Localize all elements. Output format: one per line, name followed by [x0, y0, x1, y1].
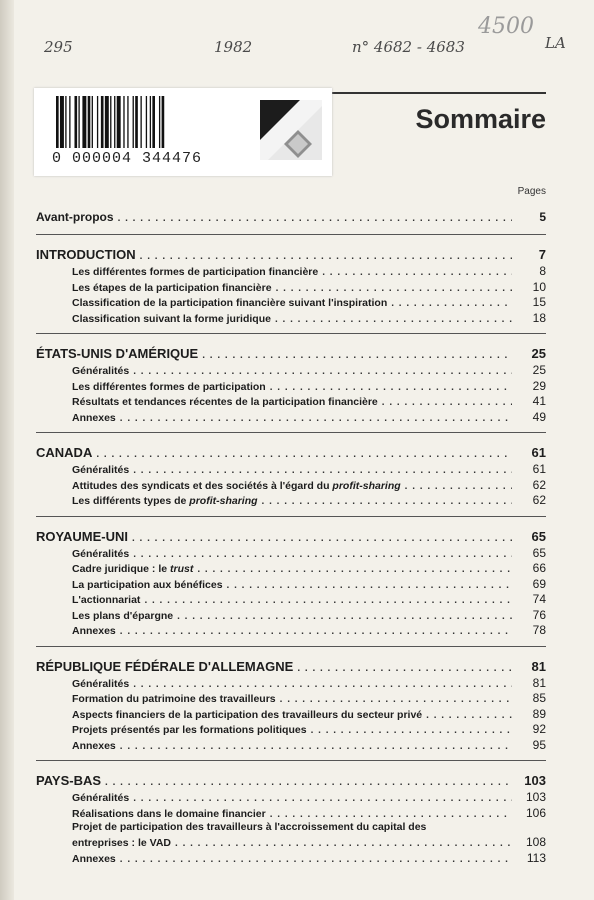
toc-entry-page: 15 [532, 295, 546, 309]
handwritten-year: 1982 [214, 38, 253, 56]
leader-dots [202, 350, 512, 361]
barcode-bar [150, 96, 151, 148]
leader-dots [177, 611, 512, 622]
publisher-logo [260, 100, 322, 160]
barcode-bar [88, 96, 91, 148]
leader-dots [96, 449, 512, 460]
toc-entry-title [36, 445, 92, 460]
toc-entry-title [72, 837, 171, 849]
toc-entry-title-text: Cadre juridique : le [72, 563, 171, 575]
toc-entry-title [72, 313, 271, 325]
leader-dots [120, 741, 512, 752]
toc-entry[interactable] [36, 363, 546, 379]
toc-entry[interactable] [36, 394, 546, 410]
toc-entry-title [72, 495, 258, 507]
toc-entry[interactable] [36, 311, 546, 327]
leader-dots [227, 580, 512, 591]
toc-section-heading[interactable] [36, 529, 546, 546]
toc-entry[interactable] [36, 379, 546, 395]
toc-entry-title [36, 773, 101, 788]
toc-entry-title-text: Projets présentés par les formations politiques [72, 724, 307, 736]
toc-entry-page: 78 [532, 623, 546, 637]
toc-entry-title [72, 594, 140, 606]
barcode-bar [117, 96, 121, 148]
toc-entry-page: 89 [532, 706, 546, 721]
toc-entry-title-text: Généralités [72, 677, 130, 690]
toc-entry-title-text: Formation du patrimoine des travailleurs [72, 693, 276, 705]
toc-entry-page: 76 [532, 607, 546, 622]
toc-entry-page: 108 [525, 835, 546, 849]
toc-entry[interactable] [36, 707, 546, 723]
barcode-bar [152, 96, 155, 148]
toc-entry-title-text: Aspects financiers de la participation des travailleurs du secteur privé [72, 708, 423, 721]
leader-dots [280, 694, 512, 705]
toc-entry-page: 92 [532, 722, 546, 736]
toc-entry-page: 103 [524, 773, 546, 788]
leader-dots [262, 496, 512, 507]
leader-dots [426, 710, 512, 721]
toc-entry-title-text: Généralités [72, 792, 130, 804]
leader-dots [120, 626, 512, 637]
barcode-bar [162, 96, 165, 148]
toc-entry[interactable] [36, 691, 546, 707]
barcode-bar [78, 96, 79, 148]
toc-entry[interactable] [36, 462, 546, 478]
toc-entry-page: 41 [532, 394, 546, 408]
toc-entry-title-text: Annexes [72, 739, 116, 752]
toc-entry-page: 106 [525, 805, 546, 820]
barcode-sticker [34, 88, 332, 176]
leader-dots [120, 413, 512, 424]
toc-entry-title [72, 282, 272, 294]
toc-entry-page: 61 [531, 445, 546, 460]
toc-entry-page: 103 [525, 790, 546, 804]
barcode-bar [140, 96, 141, 148]
toc-entry-title [72, 297, 387, 309]
toc-entry-page: 95 [532, 737, 546, 752]
toc-entry[interactable] [36, 592, 546, 608]
toc-entry-title [72, 480, 401, 492]
barcode-bar [135, 96, 138, 148]
toc-entry-title-text: ÉTATS-UNIS D'AMÉRIQUE [36, 346, 199, 361]
toc-entry-title-text: INTRODUCTION [36, 247, 136, 262]
toc-entry-page: 25 [532, 363, 546, 377]
toc-entry-title-italic: trust [170, 563, 194, 575]
leader-dots [175, 838, 512, 849]
toc-entry-title [36, 346, 198, 361]
toc-entry-title [72, 808, 266, 820]
toc-entry-title-text: entreprises : le VAD [72, 837, 172, 849]
table-of-contents [36, 210, 546, 866]
toc-entry-title [72, 579, 223, 591]
handwritten-initials: LA [545, 34, 566, 52]
toc-entry[interactable] [36, 561, 546, 577]
leader-dots [382, 397, 512, 408]
barcode-bar [60, 96, 64, 148]
toc-entry-title-text: Classification de la participation financière suivant l'inspiration [72, 297, 388, 309]
toc-entry-title [72, 464, 129, 476]
section-divider [36, 333, 546, 334]
barcode-bar [69, 96, 70, 148]
barcode-bar [159, 96, 160, 148]
leader-dots [105, 777, 512, 788]
toc-entry-title-text: CANADA [36, 445, 93, 460]
toc-entry-title [72, 266, 318, 278]
page-title: Sommaire [415, 104, 546, 134]
leader-dots [133, 366, 512, 377]
barcode-bar [127, 96, 128, 148]
toc-entry-title-text: La participation aux bénéfices [72, 578, 223, 591]
barcode-bar [97, 96, 98, 148]
leader-dots [297, 663, 512, 674]
toc-entry[interactable] [36, 676, 546, 692]
handwritten-note: 295 [44, 38, 73, 56]
barcode-bar [92, 96, 93, 148]
toc-entry[interactable] [36, 546, 546, 562]
leader-dots [133, 549, 512, 560]
toc-entry[interactable] [36, 264, 546, 280]
toc-entry-title-text: Les différentes formes de participation financière [72, 266, 319, 278]
toc-entry-page: 74 [532, 592, 546, 606]
leader-dots [197, 564, 512, 575]
leader-dots [133, 679, 512, 690]
toc-section-heading[interactable] [36, 346, 546, 363]
toc-entry[interactable] [36, 478, 546, 494]
toc-entry-title-text: Les différents types de [72, 495, 190, 507]
toc-section-heading[interactable] [36, 773, 546, 790]
leader-dots [391, 298, 512, 309]
toc-entry-title [72, 724, 307, 736]
toc-entry[interactable] [36, 722, 546, 738]
toc-entry-title [72, 548, 129, 560]
toc-entry[interactable] [36, 295, 546, 311]
toc-entry-title-italic: profit-sharing [332, 479, 401, 492]
page-gutter [0, 0, 14, 900]
section-divider [36, 234, 546, 235]
leader-dots [276, 283, 512, 294]
toc-entry[interactable] [36, 806, 546, 822]
handwritten-reference: n° 4682 - 4683 [352, 38, 465, 56]
toc-entry-title [72, 709, 422, 721]
toc-entry-title [36, 247, 136, 262]
toc-entry-title-text: ROYAUME-UNI [36, 528, 128, 544]
pages-column-label: Pages [517, 186, 546, 197]
toc-entry[interactable] [36, 738, 546, 754]
barcode-bar [105, 96, 109, 148]
barcode-bars [56, 96, 252, 148]
leader-dots [144, 595, 512, 606]
toc-entry-page: 7 [538, 247, 546, 262]
toc-entry-page: 29 [532, 378, 546, 393]
barcode-number: 0 000004 344476 [52, 150, 203, 167]
toc-entry-title [72, 412, 116, 424]
toc-section-heading[interactable] [36, 247, 546, 264]
toc-entry[interactable] [36, 623, 546, 639]
toc-entry-page: 62 [532, 477, 546, 492]
toc-entry[interactable] [36, 835, 546, 851]
toc-entry-page: 10 [532, 279, 546, 294]
section-divider [36, 646, 546, 647]
toc-entry-title [72, 365, 129, 377]
barcode-bar [56, 96, 59, 148]
leader-dots [270, 809, 512, 820]
toc-entry-title [72, 693, 276, 705]
toc-entry-page: 25 [531, 346, 546, 361]
toc-entry-page: 81 [531, 658, 546, 674]
toc-entry-title [72, 792, 129, 804]
barcode-bar [82, 96, 86, 148]
leader-dots [270, 382, 512, 393]
toc-entry-avant-propos[interactable] [36, 210, 546, 227]
barcode-bar [146, 96, 147, 148]
toc-entry-title-text: Résultats et tendances récentes de la participation financière [72, 396, 378, 408]
leader-dots [322, 267, 512, 278]
toc-entry[interactable] [36, 608, 546, 624]
leader-dots [118, 213, 512, 224]
toc-entry-title: Avant-propos [36, 210, 114, 224]
toc-entry-page: 69 [532, 576, 546, 591]
toc-entry[interactable] [36, 410, 546, 426]
toc-entry-title-text: PAYS-BAS [36, 773, 102, 788]
leader-dots [405, 481, 512, 492]
toc-entry-page: 65 [531, 528, 546, 544]
toc-entry-title-text: Les étapes de la participation financière [72, 281, 272, 294]
toc-entry-title [36, 659, 293, 674]
barcode-bar [65, 96, 66, 148]
toc-entry-title-text: Généralités [72, 547, 130, 560]
leader-dots [140, 251, 512, 262]
toc-entry-page: 18 [532, 310, 546, 325]
leader-dots [120, 854, 512, 865]
toc-entry-title [72, 625, 116, 637]
leader-dots [133, 465, 512, 476]
section-divider [36, 516, 546, 517]
section-divider [36, 760, 546, 761]
toc-entry-title-text: Attitudes des syndicats et des sociétés à l'égard du [72, 479, 333, 492]
toc-entry-title-text: Réalisations dans le domaine financier [72, 807, 266, 820]
toc-entry-page: 65 [532, 545, 546, 560]
handwritten-price: 4500 [478, 14, 534, 39]
leader-dots [275, 314, 512, 325]
toc-entry[interactable] [36, 280, 546, 296]
toc-entry-title [72, 563, 193, 575]
section-divider [36, 432, 546, 433]
toc-entry-title-line[interactable]: Projet de participation des travailleurs à l'accroissement du capital des [72, 821, 427, 833]
toc-entry-page: 49 [532, 409, 546, 424]
toc-entry-page: 113 [526, 850, 546, 865]
toc-entry-page: 85 [532, 691, 546, 705]
toc-entry-title-text: Les différentes formes de participation [72, 380, 266, 393]
toc-entry-page: 5 [539, 210, 546, 224]
toc-entry[interactable] [36, 493, 546, 509]
toc-entry-page: 81 [532, 675, 546, 690]
leader-dots [132, 533, 512, 544]
toc-entry-page: 66 [532, 561, 546, 575]
toc-entry-title [72, 678, 129, 690]
toc-entry-title [72, 396, 378, 408]
toc-entry[interactable] [36, 577, 546, 593]
leader-dots [311, 725, 512, 736]
toc-entry-title-text: Annexes [72, 411, 116, 424]
toc-entry-page: 61 [532, 462, 546, 476]
barcode-bar [133, 96, 134, 148]
barcode-bar [110, 96, 111, 148]
barcode-bar [114, 96, 115, 148]
toc-entry-page: 8 [539, 264, 546, 278]
toc-entry-title [72, 610, 173, 622]
toc-entry-title [72, 381, 266, 393]
toc-entry-title-text: Généralités [72, 464, 130, 476]
toc-entry-title-italic: profit-sharing [189, 495, 258, 507]
toc-entry-title-text: Annexes [72, 852, 116, 865]
toc-entry-title [72, 853, 116, 865]
toc-entry-title-text: RÉPUBLIQUE FÉDÉRALE D'ALLEMAGNE [36, 658, 294, 674]
toc-entry-page: 62 [532, 493, 546, 507]
toc-section-heading[interactable] [36, 659, 546, 676]
barcode-bar [101, 96, 104, 148]
toc-entry-title [72, 740, 116, 752]
toc-entry-title-text: L'actionnariat [72, 594, 141, 606]
barcode-bar [123, 96, 124, 148]
toc-entry-title-text: Classification suivant la forme juridique [72, 312, 271, 325]
toc-entry-title-text: Généralités [72, 365, 130, 377]
toc-entry[interactable] [36, 790, 546, 806]
leader-dots [133, 793, 512, 804]
toc-entry-title [36, 529, 128, 544]
toc-sections [36, 234, 546, 866]
toc-section-heading[interactable] [36, 445, 546, 462]
toc-entry-title-text: Annexes [72, 625, 116, 637]
toc-entry[interactable] [36, 851, 546, 867]
toc-entry-title-text: Les plans d'épargne [72, 609, 174, 622]
barcode-bar [74, 96, 77, 148]
